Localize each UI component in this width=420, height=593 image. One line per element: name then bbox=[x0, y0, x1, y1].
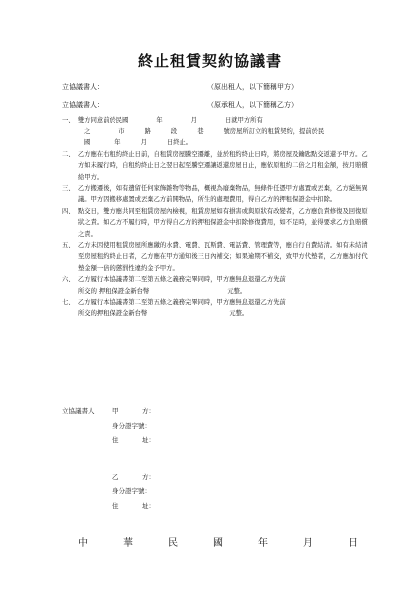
fill-text: 元整。 bbox=[229, 310, 249, 318]
clause-4 bbox=[62, 206, 372, 240]
party-b-mark: 乙 bbox=[112, 472, 119, 481]
clause-6 bbox=[62, 274, 372, 296]
signature-block bbox=[62, 404, 362, 513]
fill-text: 乙方履行本協議書第二至第五條之義務完畢同時，甲方應無息退還乙方先前 bbox=[78, 276, 286, 284]
party-b-label: 立協議書人： bbox=[62, 101, 104, 109]
party-a-address-label-2: 址： bbox=[142, 436, 155, 444]
clause-7-line-1 bbox=[78, 297, 372, 308]
fill-text: 日終止。 bbox=[166, 139, 193, 147]
party-b-id-row bbox=[62, 484, 362, 499]
party-a-id-row bbox=[62, 419, 362, 434]
party-b-side: 方： bbox=[142, 472, 155, 481]
clause-7 bbox=[62, 297, 372, 319]
clause-1-line-2 bbox=[78, 126, 372, 137]
party-a-address-row bbox=[62, 433, 362, 448]
date-char: 年 bbox=[258, 538, 268, 549]
fill-text: 之 bbox=[84, 128, 91, 136]
fill-text: 月 bbox=[140, 139, 147, 147]
clause-1-line-1 bbox=[78, 115, 372, 126]
fill-text: 所交的 押租保證金新台幣 bbox=[78, 287, 150, 295]
fill-text: 所交的押租保證金新台幣 bbox=[78, 310, 148, 318]
party-a-label: 立協議書人： bbox=[62, 83, 104, 91]
fill-text: 雙方同意前於民國 bbox=[78, 117, 129, 124]
clause-5 bbox=[62, 240, 372, 274]
fill-text: 國 bbox=[84, 139, 91, 147]
clause-number: 四、 bbox=[62, 208, 75, 216]
fill-text: 日就甲方所有 bbox=[224, 117, 263, 124]
clause-2 bbox=[62, 149, 372, 183]
clause-3 bbox=[62, 183, 372, 205]
clause-number: 二、 bbox=[62, 151, 75, 159]
date-char: 月 bbox=[303, 538, 313, 549]
party-b-name-row bbox=[62, 470, 362, 485]
party-a-address-label: 住 bbox=[112, 436, 119, 444]
clause-number: 七、 bbox=[62, 299, 75, 307]
signature-intro: 立協議書人 bbox=[62, 407, 95, 415]
fill-text: 年 bbox=[156, 117, 163, 124]
fill-text: 月 bbox=[190, 117, 197, 124]
date-char: 國 bbox=[213, 538, 223, 549]
clause-6-line-1 bbox=[78, 274, 372, 285]
date-char: 中 bbox=[78, 538, 88, 549]
clause-text: 乙方搬遷後，如有遺留任何家飾雜物等物品，概視為廢棄物品，無條件任憑甲方處置或丟棄，乙方絕無異議。甲方因搬移處置或丟棄乙方前開物品，所生的處理費用，得自乙方的押租保證金中扣除。 bbox=[78, 185, 368, 204]
party-b-line bbox=[62, 100, 392, 110]
party-a-note: （原出租人，以下簡稱甲方） bbox=[207, 83, 298, 91]
fill-text: 乙方履行本協議書第二至第五條之義務完畢同時，甲方應無息退還乙方先前 bbox=[78, 299, 286, 307]
clauses bbox=[62, 115, 372, 320]
party-a-id-label: 身分證字號： bbox=[112, 421, 151, 430]
clause-text: 乙方應在右租約終止日前，自租賃房屋騰空遷離，並於租約終止日時，將房屋及鑰匙點交返還予甲方。乙方如未履行時，自租約終止日之翌日起至騰空遷讓返還房屋日止，應依原租約二倍之月租金額，按月賠償給甲方。 bbox=[78, 151, 368, 181]
date-char: 日 bbox=[348, 538, 358, 549]
clause-7-line-2 bbox=[78, 308, 372, 319]
fill-text: 市 bbox=[118, 128, 125, 136]
party-a-mark: 甲 bbox=[112, 407, 119, 415]
party-b-address-row bbox=[62, 499, 362, 514]
fill-text: 年 bbox=[114, 139, 121, 147]
clause-text: 點交日，雙方應共同至租賃房屋內檢視，租賃房屋如有損害或與原狀有改變者，乙方應負責修復及回復原狀之責。如乙方不履行時，甲方得自乙方的押租保證金中扣除修復費用，如不足時，並得要求乙方負賠償之責。 bbox=[78, 208, 368, 238]
date-char: 民 bbox=[168, 538, 178, 549]
clause-6-line-2 bbox=[78, 286, 372, 297]
party-b-note: （原承租人，以下簡稱乙方） bbox=[207, 101, 298, 109]
fill-text: 號房屋所訂立的租賃契約，提前於民 bbox=[223, 128, 325, 136]
party-a-line bbox=[62, 82, 392, 92]
fill-text: 元整。 bbox=[227, 287, 247, 295]
clause-number: 五、 bbox=[62, 242, 75, 250]
clause-1-line-3 bbox=[78, 137, 372, 148]
date-char: 華 bbox=[123, 538, 133, 549]
date-line bbox=[78, 534, 358, 549]
fill-text: 段 bbox=[170, 128, 178, 136]
clause-text: 乙方未因使用租賃房屋所應繳的水費、電費、瓦斯費、電話費、管理費等，應自行自費結清。如有未結清至房屋租約終止日者，乙方應在甲方通知後三日內補交；如果逾期不補交，致甲方代墊者，乙方應加付代墊金額一倍的懲罰性違約金予甲方。 bbox=[78, 242, 368, 272]
party-a-name-row bbox=[62, 404, 362, 419]
party-a-side: 方： bbox=[142, 407, 155, 415]
party-b-id-label: 身分證字號： bbox=[112, 487, 151, 495]
party-b-address-label-2: 址： bbox=[142, 501, 155, 510]
fill-text: 路 bbox=[144, 128, 151, 136]
document-title: 終止租賃契約協議書 bbox=[137, 52, 282, 70]
clause-number: 六、 bbox=[62, 276, 75, 284]
party-b-address-label: 住 bbox=[112, 501, 119, 510]
clause-number: 一、 bbox=[62, 117, 75, 124]
clause-1 bbox=[62, 115, 372, 149]
clause-number: 三、 bbox=[62, 185, 75, 193]
fill-text: 巷 bbox=[197, 128, 204, 136]
